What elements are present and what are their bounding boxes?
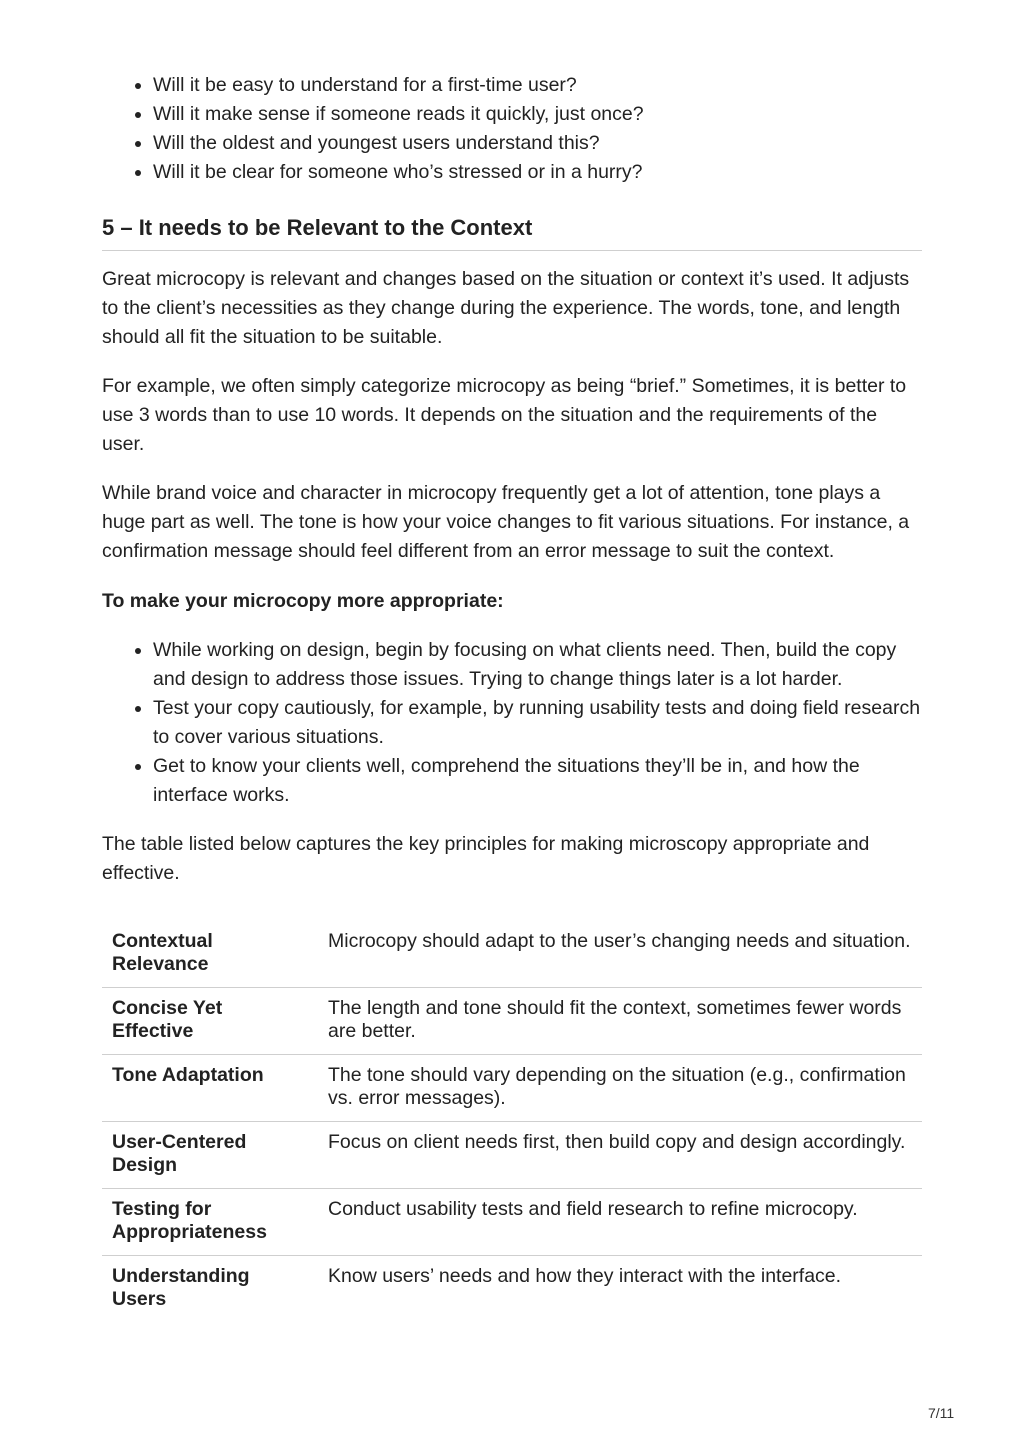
question-list bbox=[102, 71, 922, 187]
section-heading: 5 – It needs to be Relevant to the Context bbox=[102, 215, 922, 251]
table-row bbox=[102, 1189, 922, 1256]
principle-name: Testing for Appropriateness bbox=[102, 1189, 318, 1256]
list-item: • Will it be clear for someone who’s stressed or in a hurry? bbox=[153, 158, 922, 187]
principle-description: Conduct usability tests and field research to refine microcopy. bbox=[318, 1189, 922, 1256]
paragraph: For example, we often simply categorize microcopy as being “brief.” Sometimes, it is better to use 3 words than to use 10 words. It depends on the situation and the requirements of the user. bbox=[102, 375, 907, 455]
principle-description: Know users’ needs and how they interact with the interface. bbox=[328, 1265, 842, 1287]
principle-description: The tone should vary depending on the situation (e.g., confirmation vs. error messages). bbox=[318, 1055, 922, 1122]
tips-lead: To make your microcopy more appropriate: bbox=[102, 590, 504, 612]
table-row bbox=[102, 988, 922, 1055]
page-number: 7/11 bbox=[928, 1405, 955, 1421]
principle-name: Contextual Relevance bbox=[102, 921, 318, 988]
principle-name: Tone Adaptation bbox=[102, 1055, 318, 1122]
tips-list bbox=[102, 636, 922, 810]
table-intro: The table listed below captures the key principles for making microscopy appropriate and effective. bbox=[102, 833, 870, 884]
document-page bbox=[102, 0, 922, 1322]
table-row bbox=[102, 921, 922, 988]
principle-description: Focus on client needs first, then build copy and design accordingly. bbox=[318, 1122, 922, 1189]
list-item: • Will it make sense if someone reads it quickly, just once? bbox=[153, 100, 922, 129]
principles-table bbox=[102, 921, 922, 1322]
table-row bbox=[102, 1256, 922, 1323]
list-item: • While working on design, begin by focusing on what clients need. Then, build the copy and design to address those issues. Trying to change things later is a lot harder. bbox=[153, 636, 922, 694]
list-item: • Test your copy cautiously, for example, by running usability tests and doing field research to cover various situations. bbox=[153, 694, 922, 752]
principle-name: Concise Yet Effective bbox=[102, 988, 318, 1055]
paragraph: While brand voice and character in microcopy frequently get a lot of attention, tone plays a huge part as well. The tone is how your voice changes to fit various situations. For instance, a confirmation message should feel different from an error message to suit the context. bbox=[102, 482, 910, 562]
list-item: • Will it be easy to understand for a first-time user? bbox=[153, 71, 922, 100]
table-row bbox=[102, 1055, 922, 1122]
list-item: • Get to know your clients well, comprehend the situations they’ll be in, and how the interface works. bbox=[153, 752, 922, 810]
paragraph: Great microcopy is relevant and changes based on the situation or context it’s used. It adjusts to the client’s necessities as they change during the experience. The words, tone, and length should all fit the situation to be suitable. bbox=[102, 268, 910, 348]
principle-name: Understanding Users bbox=[112, 1265, 250, 1310]
principle-name: User-Centered Design bbox=[102, 1122, 318, 1189]
list-item: • Will the oldest and youngest users understand this? bbox=[153, 129, 922, 158]
table-row bbox=[102, 1122, 922, 1189]
principle-description: Microcopy should adapt to the user’s changing needs and situation. bbox=[318, 921, 922, 988]
principle-description: The length and tone should fit the context, sometimes fewer words are better. bbox=[318, 988, 922, 1055]
